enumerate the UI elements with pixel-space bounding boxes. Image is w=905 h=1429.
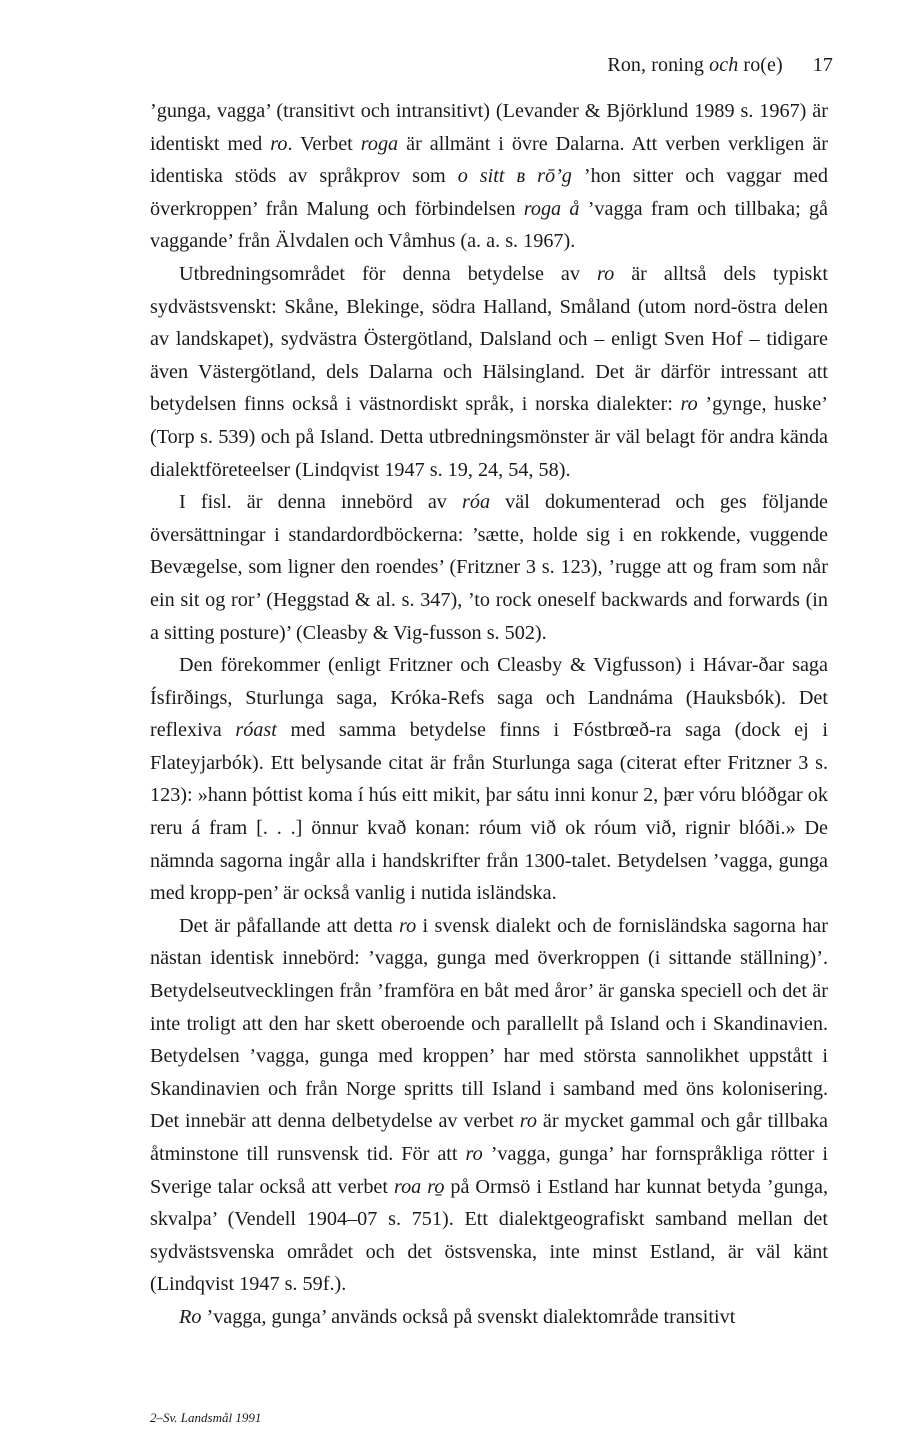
running-head: Ron, roning och ro(e) — [607, 54, 783, 76]
paragraph-6: Ro ’vagga, gunga’ används också på svenskt dialektområde transitivt — [179, 1305, 736, 1328]
signature-footer: 2–Sv. Landsmål 1991 — [150, 1410, 262, 1425]
page-number: 17 — [812, 54, 833, 76]
paragraph-1: ’gunga, vagga’ (transitivt och intransitivt) (Levander & Björklund 1989 s. 1967) är identiskt med ro. Verbet roga är allmänt i övre Dalarna. Att verben verkligen är identiska stöds av språkprov som o sitt ʙ rō’g ’hon sitter och vaggar med överkroppen’ från Malung och förbindelsen roga å ’vagga fram och tillbaka; gå vaggande’ från Älvdalen och Våmhus (a. a. s. 1967). — [150, 100, 828, 253]
paragraph-4: Den förekommer (enligt Fritzner och Cleasby & Vigfusson) i Hávar-ðar saga Ísfirðings, Sturlunga saga, Króka-Refs saga och Landnáma (Hauksbók). Det reflexiva róast med samma betydelse finns i Fóstbrœð-ra saga (dock ej i Flateyjarbók). Ett belysande citat är från Sturlunga saga (citerat efter Fritzner 3 s. 123): »hann þóttist koma í hús eitt mikit, þar sátu inni konur 2, þær vóru blóðgar ok reru á fram [. . .] önnur kvað konan: róum við ok róum við, rignir blóði.» De nämnda sagorna ingår alla i handskrifter från 1300-talet. Betydelsen ’vagga, gunga med kropp-pen’ är också vanlig i nutida isländska. — [150, 654, 828, 905]
paragraph-2: Utbredningsområdet för denna betydelse av ro är alltså dels typiskt sydvästsvenskt: Skåne, Blekinge, södra Halland, Småland (utom nord-östra delen av landskapet), sydvästra Östergötland, Dalsland och – enligt Sven Hof – tidigare även Västergötland, dels Dalarna och Hälsingland. Det är därför intressant att betydelsen finns också i västnordiskt språk, i norska dialekter: ro ’gynge, huske’ (Torp s. 539) och på Island. Detta utbredningsmönster är väl belagt för andra kända dialektföreteelser (Lindqvist 1947 s. 19, 24, 54, 58). — [150, 262, 828, 481]
body-text — [150, 95, 828, 1334]
paragraph-5: Det är påfallande att detta ro i svensk dialekt och de fornisländska sagorna har nästan identisk innebörd: ’vagga, gunga med överkroppen (i sittande ställning)’. Betydelseutvecklingen från ’framföra en båt med åror’ är ganska speciell och det är inte troligt att den har skett oberoende och parallellt på Island och i Skandinavien. Betydelsen ’vagga, gunga med kroppen’ har med största sannolikhet uppstått i Skandinavien och från Norge spritts till Island i samband med öns kolonisering. Det innebär att denna delbetydelse av verbet ro är mycket gammal och går tillbaka åtminstone till runsvensk tid. För att ro ’vagga, gunga’ har fornspråkliga rötter i Sverige talar också att verbet roa ro̱ på Ormsö i Estland har kunnat betyda ’gunga, skvalpa’ (Vendell 1904–07 s. 751). Ett dialektgeografiskt samband mellan det sydvästsvenska området och det östsvenska, inte minst Estland, är väl känt (Lindqvist 1947 s. 59f.). — [150, 914, 829, 1296]
page-header — [150, 54, 833, 88]
paragraph-3: I fisl. är denna innebörd av róa väl dokumenterad och ges följande översättningar i standardordböckerna: ’sætte, holde sig i en rokkende, vuggende Bevægelse, som ligner den roendes’ (Fritzner 3 s. 123), ’rugge att og fram som når ein sit og ror’ (Heggstad & al. s. 347), ’to rock oneself backwards and forwards (in a sitting posture)’ (Cleasby & Vig-fusson s. 502). — [150, 491, 828, 644]
